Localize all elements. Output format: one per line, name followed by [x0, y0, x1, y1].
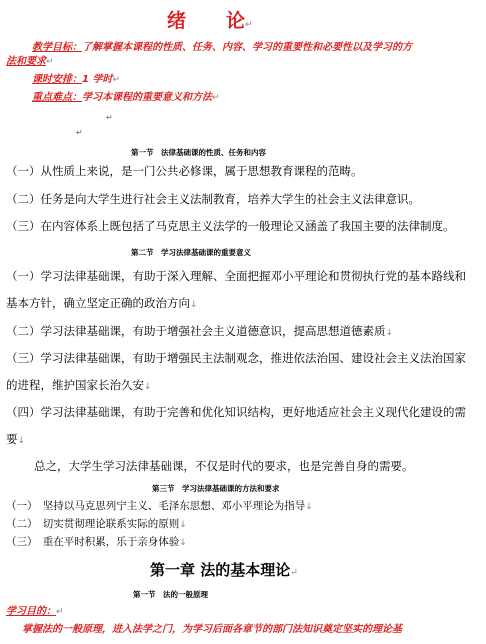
- teaching-goal: 教学目标：了解掌握本课程的性质、任务、内容、学习的重要性和必要性以及学习的方: [32, 42, 412, 53]
- section2-item-1-cont: 基本方针，确立坚定正确的政治方向↓: [6, 296, 198, 310]
- paragraph-mark: ↵: [76, 128, 83, 137]
- section2-item-3: （三）学习法律基础课，有助于增强民主法制观念，推进依法治国、建设社会主义法治国家: [6, 351, 466, 365]
- section2-item-2: （二）学习法律基础课，有助于增强社会主义道德意识，提高思想道德素质↓: [6, 324, 394, 338]
- section1-item-3: （三）在内容体系上既包括了马克思主义法学的一般理论又涵盖了我国主要的法律制度。: [6, 219, 455, 233]
- section2-summary: 总之，大学生学习法律基础课，不仅是时代的要求，也是完善自身的需要。: [34, 459, 414, 473]
- section2-item-3-cont: 的进程，维护国家长治久安↓: [6, 378, 152, 392]
- section2-item-4: （四）学习法律基础课，有助于完善和优化知识结构，更好地适应社会主义现代化建设的需: [6, 405, 466, 419]
- section1-item-1: （一）从性质上来说，是一门公共必修课，属于思想教育课程的范畴。: [6, 164, 363, 178]
- chapter-section-heading: 第一节 法的一般原理: [133, 590, 208, 599]
- section2-heading: 第二节 学习法律基础课的重要意义: [131, 248, 251, 257]
- study-goal-text: 掌握法的一般原理，进入法学之门，为学习后面各章节的部门法知识奠定坚实的理论基: [22, 624, 402, 635]
- teaching-goal-cont: 法和要求↵: [6, 56, 54, 67]
- section2-item-1: （一）学习法律基础课，有助于深入理解、全面把握邓小平理论和贯彻执行党的基本路线和: [6, 269, 466, 283]
- study-goal-label: 学习目的：↵: [6, 606, 64, 617]
- section3-item-3: （三） 重在平时积累，乐于亲身体验↓: [6, 536, 187, 548]
- page-title: 绪 论↵: [167, 10, 253, 32]
- class-hours: 课时安排：1 学时↵: [32, 74, 120, 85]
- key-points: 重点难点：学习本课程的重要意义和方法↵: [32, 92, 220, 103]
- section3-item-2: （二） 切实贯彻理论联系实际的原则↓: [6, 518, 187, 530]
- section3-heading: 第三节 学习法律基础课的方法和要求: [152, 484, 280, 493]
- chapter-title: 第一章 法的基本理论↵: [150, 561, 298, 579]
- section1-heading: 第一节 法律基础课的性质、任务和内容: [131, 148, 266, 157]
- section3-item-1: （一） 坚持以马克思列宁主义、毛泽东思想、邓小平理论为指导↓: [6, 500, 313, 512]
- section1-item-2: （二）任务是向大学生进行社会主义法制教育，培养大学生的社会主义法律意识。: [6, 192, 420, 206]
- section2-item-4-cont: 要↓: [6, 432, 26, 446]
- paragraph-mark: ↵: [106, 113, 113, 122]
